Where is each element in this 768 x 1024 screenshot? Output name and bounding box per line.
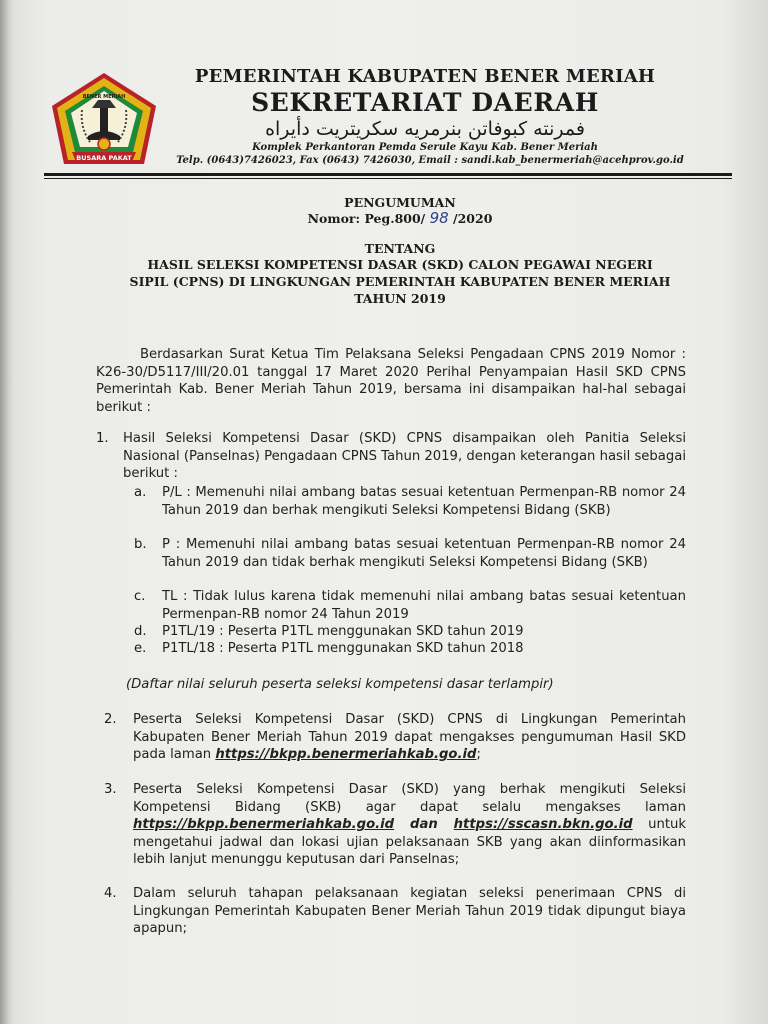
header-divider-thick bbox=[44, 173, 732, 176]
header-jawi-title: فمرنته كبوفاتن بنرمريه سكريتريت دأيراه bbox=[265, 118, 585, 140]
subject-line-2: SIPIL (CPNS) DI LINGKUNGAN PEMERINTAH KABUPATEN BENER MERIAH bbox=[129, 274, 671, 289]
sscasn-link[interactable]: https://sscasn.bkn.go.id bbox=[453, 817, 633, 832]
item-1-text: Hasil Seleksi Kompetensi Dasar (SKD) CPNS disampaikan oleh Panitia Seleksi Nasional (Panselnas) Pengadaan CPNS Tahun 2019, dengan keterangan hasil sebagai berikut : bbox=[123, 431, 686, 481]
handwritten-number: 98 bbox=[429, 209, 449, 227]
item-number: 4. bbox=[104, 886, 117, 901]
sub-letter: e. bbox=[134, 641, 147, 656]
subject-line-1: HASIL SELEKSI KOMPETENSI DASAR (SKD) CALON PEGAWAI NEGERI bbox=[147, 257, 653, 272]
sub-letter: b. bbox=[134, 537, 147, 552]
bkpp-link[interactable]: https://bkpp.benermeriahkab.go.id bbox=[133, 817, 395, 832]
item-2-body: Peserta Seleksi Kompetensi Dasar (SKD) CPNS di Lingkungan Pemerintah Kabupaten Bener Meriah Tahun 2019 dapat mengakses pengumuman Hasil SKD pada laman bbox=[133, 712, 686, 762]
sub-item-b: P : Memenuhi nilai ambang batas sesuai ketentuan Permenpan-RB nomor 24 Tahun 2019 dan tidak berhak mengikuti Seleksi Kompetensi Bidang (SKB) bbox=[162, 537, 686, 570]
number-prefix: Nomor: Peg.800/ bbox=[307, 211, 426, 226]
logo-top-text: BENER MERIAH bbox=[82, 94, 126, 100]
item-number: 2. bbox=[104, 712, 117, 727]
subject-line-3: TAHUN 2019 bbox=[354, 291, 446, 306]
header-secretariat-title: SEKRETARIAT DAERAH bbox=[251, 88, 599, 117]
bkpp-link[interactable]: https://bkpp.benermeriahkab.go.id bbox=[215, 747, 477, 762]
item-2-end: ; bbox=[476, 747, 481, 762]
header-address: Komplek Perkantoran Pemda Serule Kayu Kab. Bener Meriah bbox=[252, 142, 598, 153]
item-2-text bbox=[133, 711, 686, 764]
scan-edge-shadow bbox=[0, 0, 14, 1024]
subject-heading: TENTANG bbox=[364, 241, 436, 256]
sub-item-e: P1TL/18 : Peserta P1TL menggunakan SKD tahun 2018 bbox=[162, 641, 524, 656]
sub-letter: a. bbox=[134, 485, 147, 500]
regency-emblem-logo bbox=[48, 70, 160, 170]
header-divider-thin bbox=[44, 178, 732, 179]
announcement-number bbox=[130, 210, 670, 227]
sub-letter: c. bbox=[134, 589, 146, 604]
number-suffix: /2020 bbox=[453, 211, 493, 226]
attachment-note: (Daftar nilai seluruh peserta seleksi kompetensi dasar terlampir) bbox=[126, 677, 554, 692]
item-number: 1. bbox=[96, 431, 109, 446]
header-contact: Telp. (0643)7426023, Fax (0643) 7426030, Email : sandi.kab_benermeriah@acehprov.go.id bbox=[176, 155, 684, 166]
item-3-text bbox=[133, 781, 686, 869]
sub-item-c: TL : Tidak lulus karena tidak memenuhi nilai ambang batas sesuai ketentuan Permenpan-RB nomor 24 Tahun 2019 bbox=[162, 589, 686, 622]
item-number: 3. bbox=[104, 782, 117, 797]
intro-paragraph: Berdasarkan Surat Ketua Tim Pelaksana Seleksi Pengadaan CPNS 2019 Nomor : K26-30/D5117/III/20.01 tanggal 17 Maret 2020 Perihal Penyampaian Hasil SKD CPNS Pemerintah Kab. Bener Meriah Tahun 2019, bersama ini disampaikan hal-hal sebagai berikut : bbox=[96, 347, 686, 415]
announcement-label: PENGUMUMAN bbox=[344, 195, 456, 210]
sub-item-d: P1TL/19 : Peserta P1TL menggunakan SKD tahun 2019 bbox=[162, 624, 524, 639]
sub-item-a: P/L : Memenuhi nilai ambang batas sesuai ketentuan Permenpan-RB nomor 24 Tahun 2019 dan berhak mengikuti Seleksi Kompetensi Bidang (SKB) bbox=[162, 485, 686, 518]
item-3-body: Peserta Seleksi Kompetensi Dasar (SKD) yang berhak mengikuti Seleksi Kompetensi Bidang (SKB) agar dapat selalu mengakses laman bbox=[133, 782, 686, 815]
item-3-connector: dan bbox=[394, 817, 454, 832]
header-government-title: PEMERINTAH KABUPATEN BENER MERIAH bbox=[194, 66, 656, 87]
item-4-text: Dalam seluruh tahapan pelaksanaan kegiatan seleksi penerimaan CPNS di Lingkungan Pemerintah Kabupaten Bener Meriah Tahun 2019 tidak dipungut biaya apapun; bbox=[133, 886, 686, 936]
logo-motto-text: BUSARA PAKAT bbox=[76, 154, 132, 162]
sub-letter: d. bbox=[134, 624, 147, 639]
item-3-end: untuk mengetahui jadwal dan lokasi ujian pelaksanaan SKB yang akan diinformasikan lebih lanjut menunggu keputusan dari Panselnas; bbox=[133, 817, 686, 867]
